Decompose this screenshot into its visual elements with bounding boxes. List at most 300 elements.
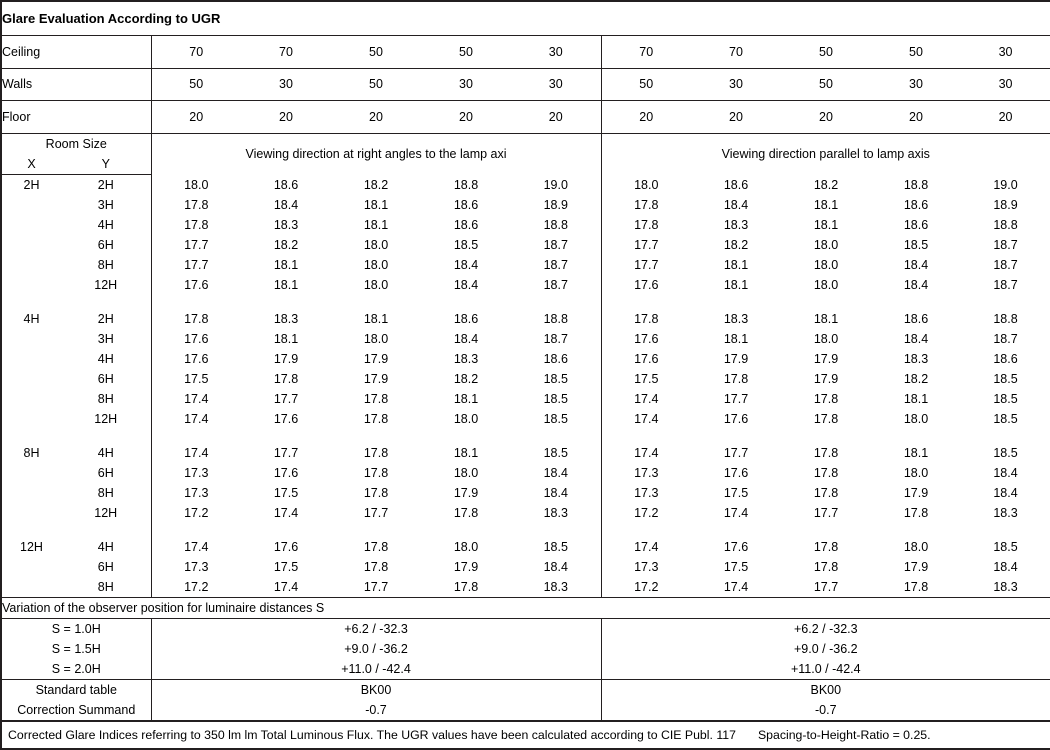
ugr-value: 18.5 (961, 369, 1050, 389)
ugr-value: 17.6 (273, 465, 299, 480)
ugr-value: 17.4 (634, 539, 659, 554)
walls-value: 50 (781, 68, 871, 101)
ugr-value: 18.0 (184, 177, 209, 192)
ugr-value: 18.4 (903, 331, 929, 346)
ugr-value: 18.0 (903, 411, 929, 426)
ugr-value: 18.2 (363, 177, 389, 192)
table-row-floor (1, 101, 1050, 134)
ugr-value: 17.8 (813, 465, 839, 480)
ugr-value: 17.8 (363, 485, 389, 500)
ugr-value: 17.8 (273, 371, 299, 386)
table-row (1, 389, 1050, 409)
ugr-value: 18.6 (903, 217, 929, 232)
ugr-value: 18.1 (813, 311, 839, 326)
ugr-value: 18.7 (511, 275, 601, 295)
ugr-value: 18.4 (723, 197, 749, 212)
ugr-value: 18.9 (961, 195, 1050, 215)
ugr-value: 17.6 (273, 539, 299, 554)
ugr-value: 17.9 (363, 371, 389, 386)
ugr-value: 17.8 (813, 485, 839, 500)
ugr-value: 17.8 (634, 217, 659, 232)
ugr-value: 18.6 (903, 197, 929, 212)
row-y-label: 8H (61, 577, 151, 598)
ugr-value: 17.8 (363, 445, 389, 460)
group-x-label: 12H (1, 537, 61, 557)
ugr-value: 18.6 (961, 349, 1050, 369)
ugr-value: 17.2 (601, 577, 691, 598)
ugr-value: 17.4 (184, 391, 209, 406)
row-y-label: 6H (61, 235, 151, 255)
ugr-value: 18.0 (903, 465, 929, 480)
ugr-value: 17.3 (634, 559, 659, 574)
ugr-value: 17.4 (184, 445, 209, 460)
ugr-value: 18.6 (723, 177, 749, 192)
ugr-value: 17.2 (184, 505, 209, 520)
ugr-value: 17.7 (634, 237, 659, 252)
ugr-value: 18.4 (273, 197, 299, 212)
ugr-value: 18.3 (723, 217, 749, 232)
ugr-value: 17.4 (634, 391, 659, 406)
ugr-value: 18.2 (453, 371, 479, 386)
ugr-value: 17.8 (813, 539, 839, 554)
group-spacer (1, 523, 1050, 537)
ugr-value: 18.1 (723, 277, 749, 292)
ugr-value: 17.8 (184, 197, 209, 212)
floor-value: 20 (601, 101, 691, 134)
ugr-value: 17.3 (634, 485, 659, 500)
ugr-value: 17.4 (184, 539, 209, 554)
variation-header-row (1, 598, 1050, 619)
ugr-value: 17.7 (813, 505, 839, 520)
walls-value: 30 (691, 68, 781, 101)
ugr-value: 17.5 (723, 485, 749, 500)
table-row (1, 195, 1050, 215)
ugr-value: 17.6 (634, 351, 659, 366)
correction-summand-value-parallel: -0.7 (601, 700, 1050, 721)
ugr-value: 18.1 (453, 391, 479, 406)
ugr-value: 18.7 (511, 329, 601, 349)
floor-value: 20 (511, 101, 601, 134)
walls-value: 30 (511, 68, 601, 101)
ugr-value: 17.5 (273, 559, 299, 574)
ugr-value: 18.6 (453, 217, 479, 232)
ugr-value: 18.5 (511, 537, 601, 557)
ugr-value: 18.3 (723, 311, 749, 326)
row-y-label: 4H (61, 537, 151, 557)
ugr-value: 17.9 (813, 371, 839, 386)
group-spacer (1, 429, 1050, 443)
ugr-value: 17.8 (363, 411, 389, 426)
row-y-label: 2H (61, 309, 151, 329)
ugr-value: 18.5 (961, 443, 1050, 463)
row-y-label: 4H (61, 443, 151, 463)
table-row (1, 537, 1050, 557)
ugr-value: 18.4 (453, 331, 479, 346)
ugr-value: 18.5 (453, 237, 479, 252)
ugr-value: 18.1 (453, 445, 479, 460)
ugr-value: 18.6 (903, 311, 929, 326)
room-size-header: Room Size (1, 134, 151, 155)
ugr-value: 18.8 (961, 215, 1050, 235)
table-row (1, 215, 1050, 235)
table-row-walls (1, 68, 1050, 101)
row-y-label: 3H (61, 195, 151, 215)
ugr-value: 17.8 (184, 217, 209, 232)
table-row (1, 369, 1050, 389)
ugr-value: 18.4 (511, 463, 601, 483)
ugr-value: 18.4 (511, 483, 601, 503)
ugr-value: 18.4 (511, 557, 601, 577)
group-spacer (1, 295, 1050, 309)
ugr-value: 17.4 (184, 411, 209, 426)
axis-label-y: Y (61, 154, 151, 175)
page-title: Glare Evaluation According to UGR (1, 1, 1050, 36)
ugr-value: 17.3 (184, 485, 209, 500)
ugr-value: 17.2 (151, 577, 241, 598)
group-x-label: 2H (1, 175, 61, 196)
ugr-value: 18.0 (453, 411, 479, 426)
ugr-value: 18.9 (511, 195, 601, 215)
ugr-value: 18.3 (511, 577, 601, 598)
ugr-value: 18.0 (903, 539, 929, 554)
ugr-value: 17.8 (813, 445, 839, 460)
variation-label: S = 1.5H (1, 639, 151, 659)
row-y-label: 3H (61, 329, 151, 349)
ugr-value: 17.6 (184, 351, 209, 366)
row-y-label: 6H (61, 557, 151, 577)
ugr-value: 17.6 (634, 331, 659, 346)
ugr-value: 18.8 (511, 309, 601, 329)
reflectance-label-walls: Walls (1, 68, 151, 101)
ugr-value: 18.0 (813, 277, 839, 292)
row-y-label: 4H (61, 215, 151, 235)
ugr-value: 17.4 (691, 577, 781, 598)
ugr-value: 18.5 (511, 443, 601, 463)
table-row (1, 503, 1050, 523)
row-y-label: 8H (61, 389, 151, 409)
ugr-value: 18.8 (453, 177, 479, 192)
ugr-value: 17.6 (723, 411, 749, 426)
ugr-value: 18.5 (511, 389, 601, 409)
table-row (1, 557, 1050, 577)
ugr-value: 18.3 (903, 351, 929, 366)
ugr-value: 17.8 (363, 465, 389, 480)
ugr-value: 17.9 (453, 559, 479, 574)
walls-value: 50 (601, 68, 691, 101)
group-x-label: 8H (1, 443, 61, 463)
ugr-value: 17.8 (363, 559, 389, 574)
ugr-value: 17.7 (781, 577, 871, 598)
title-row (1, 1, 1050, 36)
ugr-value: 17.5 (634, 371, 659, 386)
ugr-value: 17.6 (273, 411, 299, 426)
ugr-value: 18.5 (903, 237, 929, 252)
ugr-value: 18.7 (961, 275, 1050, 295)
ugr-value: 18.7 (961, 329, 1050, 349)
ugr-value: 18.4 (961, 557, 1050, 577)
ceiling-value: 50 (421, 36, 511, 69)
ceiling-value: 70 (241, 36, 331, 69)
ugr-value: 17.8 (363, 539, 389, 554)
walls-value: 30 (961, 68, 1050, 101)
variation-value-parallel: +11.0 / -42.4 (601, 659, 1050, 680)
ugr-value: 18.4 (903, 277, 929, 292)
ugr-value: 18.1 (903, 445, 929, 460)
group-header-row (1, 134, 1050, 155)
footer-row (1, 721, 1050, 749)
ugr-value: 18.7 (511, 235, 601, 255)
floor-value: 20 (151, 101, 241, 134)
ugr-value: 19.0 (511, 175, 601, 196)
ugr-value: 17.9 (363, 351, 389, 366)
variation-label: S = 1.0H (1, 619, 151, 640)
ugr-value: 17.7 (184, 237, 209, 252)
reflectance-label-floor: Floor (1, 101, 151, 134)
ugr-value: 18.5 (961, 537, 1050, 557)
ugr-value: 18.0 (813, 237, 839, 252)
ugr-value: 18.6 (453, 197, 479, 212)
ugr-value: 17.6 (723, 465, 749, 480)
ugr-value: 18.1 (903, 391, 929, 406)
ugr-value: 18.2 (813, 177, 839, 192)
ugr-value: 17.8 (813, 559, 839, 574)
ugr-value: 17.9 (903, 559, 929, 574)
floor-value: 20 (691, 101, 781, 134)
standard-table-value-parallel: BK00 (601, 680, 1050, 701)
variation-label: S = 2.0H (1, 659, 151, 680)
table-row (1, 235, 1050, 255)
variation-value-perpendicular: +9.0 / -36.2 (151, 639, 601, 659)
ugr-value: 18.1 (273, 257, 299, 272)
ugr-value: 17.5 (723, 559, 749, 574)
ugr-value: 18.2 (273, 237, 299, 252)
ugr-value: 17.8 (813, 411, 839, 426)
walls-value: 30 (871, 68, 961, 101)
axis-label-x: X (1, 154, 61, 175)
table-row (1, 255, 1050, 275)
ugr-value: 17.6 (184, 331, 209, 346)
ugr-value: 18.4 (903, 257, 929, 272)
ugr-value: 17.7 (723, 445, 749, 460)
ugr-value: 17.8 (723, 371, 749, 386)
group-header-perpendicular: Viewing direction at right angles to the lamp axi (151, 134, 601, 175)
ugr-value: 18.3 (273, 217, 299, 232)
ugr-value: 17.2 (634, 505, 659, 520)
variation-value-parallel: +9.0 / -36.2 (601, 639, 1050, 659)
ugr-value: 17.4 (241, 577, 331, 598)
ugr-value: 18.5 (961, 409, 1050, 429)
ceiling-value: 70 (151, 36, 241, 69)
spacing-to-height-ratio: Spacing-to-Height-Ratio = 0.25. (757, 727, 931, 742)
ugr-value: 18.0 (363, 257, 389, 272)
walls-value: 50 (151, 68, 241, 101)
correction-summand-label: Correction Summand (1, 700, 151, 721)
ugr-value: 18.0 (363, 277, 389, 292)
group-header-parallel: Viewing direction parallel to lamp axis (601, 134, 1050, 175)
ugr-value: 18.8 (903, 177, 929, 192)
ugr-value: 19.0 (961, 175, 1050, 196)
floor-value: 20 (781, 101, 871, 134)
ugr-value: 18.0 (453, 539, 479, 554)
ceiling-value: 30 (961, 36, 1050, 69)
ugr-value: 18.1 (723, 257, 749, 272)
ugr-value: 18.3 (453, 351, 479, 366)
ceiling-value: 70 (691, 36, 781, 69)
table-row (1, 349, 1050, 369)
ugr-value: 18.7 (511, 255, 601, 275)
walls-value: 50 (331, 68, 421, 101)
ugr-value: 17.7 (363, 505, 389, 520)
ugr-value: 18.6 (453, 311, 479, 326)
ugr-value: 17.8 (453, 505, 479, 520)
ugr-value: 18.1 (273, 331, 299, 346)
ugr-value: 17.8 (421, 577, 511, 598)
row-y-label: 8H (61, 483, 151, 503)
ugr-value: 18.5 (511, 409, 601, 429)
table-row (1, 409, 1050, 429)
ugr-value: 17.4 (634, 411, 659, 426)
ugr-value: 18.1 (813, 217, 839, 232)
ugr-value: 18.7 (961, 235, 1050, 255)
row-y-label: 8H (61, 255, 151, 275)
ugr-value: 18.3 (961, 577, 1050, 598)
variation-row (1, 639, 1050, 659)
variation-row (1, 619, 1050, 640)
ugr-value: 18.1 (723, 331, 749, 346)
ugr-value: 17.9 (273, 351, 299, 366)
ceiling-value: 50 (781, 36, 871, 69)
ugr-value: 18.1 (363, 311, 389, 326)
row-y-label: 6H (61, 369, 151, 389)
ugr-value: 18.4 (453, 257, 479, 272)
ceiling-value: 30 (511, 36, 601, 69)
ugr-value: 17.9 (723, 351, 749, 366)
table-row (1, 275, 1050, 295)
floor-value: 20 (421, 101, 511, 134)
standard-table-row (1, 680, 1050, 701)
footer-note-text: Corrected Glare Indices referring to 350 lm lm Total Luminous Flux. The UGR values have been calculated according to CIE Publ. 117 (8, 727, 736, 742)
table-row (1, 463, 1050, 483)
table-row (1, 577, 1050, 598)
variation-value-perpendicular: +11.0 / -42.4 (151, 659, 601, 680)
reflectance-label-ceiling: Ceiling (1, 36, 151, 69)
row-y-label: 12H (61, 409, 151, 429)
correction-summand-row (1, 700, 1050, 721)
ugr-value: 18.3 (273, 311, 299, 326)
ugr-value: 17.8 (871, 577, 961, 598)
ugr-value: 17.3 (634, 465, 659, 480)
variation-row (1, 659, 1050, 680)
standard-table-label: Standard table (1, 680, 151, 701)
walls-value: 30 (421, 68, 511, 101)
ugr-value: 17.7 (273, 391, 299, 406)
ugr-value: 18.0 (363, 331, 389, 346)
ugr-value: 18.4 (961, 463, 1050, 483)
ugr-value: 18.1 (273, 277, 299, 292)
ugr-value: 18.0 (453, 465, 479, 480)
ugr-value: 17.5 (184, 371, 209, 386)
table-row (1, 483, 1050, 503)
ugr-value: 17.7 (634, 257, 659, 272)
standard-table-value-perpendicular: BK00 (151, 680, 601, 701)
variation-header: Variation of the observer position for luminaire distances S (1, 598, 1050, 619)
ugr-value: 17.7 (723, 391, 749, 406)
ugr-value: 17.9 (813, 351, 839, 366)
floor-value: 20 (961, 101, 1050, 134)
ugr-value: 18.6 (511, 349, 601, 369)
ugr-value: 18.8 (961, 309, 1050, 329)
ugr-value: 17.3 (184, 465, 209, 480)
correction-summand-value-perpendicular: -0.7 (151, 700, 601, 721)
ugr-value: 18.6 (273, 177, 299, 192)
ugr-value: 17.8 (634, 197, 659, 212)
row-y-label: 2H (61, 175, 151, 196)
ugr-value: 17.7 (273, 445, 299, 460)
ugr-value: 18.2 (903, 371, 929, 386)
variation-value-perpendicular: +6.2 / -32.3 (151, 619, 601, 640)
ugr-value: 17.8 (634, 311, 659, 326)
table-row-ceiling (1, 36, 1050, 69)
row-y-label: 12H (61, 503, 151, 523)
floor-value: 20 (331, 101, 421, 134)
row-y-label: 12H (61, 275, 151, 295)
table-row (1, 329, 1050, 349)
ugr-value: 17.4 (634, 445, 659, 460)
ugr-value: 18.7 (961, 255, 1050, 275)
ugr-value: 17.9 (903, 485, 929, 500)
floor-value: 20 (241, 101, 331, 134)
ugr-value: 18.0 (813, 331, 839, 346)
table-row (1, 175, 1050, 196)
ugr-value: 17.4 (273, 505, 299, 520)
row-y-label: 6H (61, 463, 151, 483)
ceiling-value: 50 (331, 36, 421, 69)
ugr-value: 18.4 (453, 277, 479, 292)
ugr-value: 17.3 (184, 559, 209, 574)
ugr-value: 17.6 (634, 277, 659, 292)
walls-value: 30 (241, 68, 331, 101)
ugr-value: 17.9 (453, 485, 479, 500)
ceiling-value: 70 (601, 36, 691, 69)
ugr-value: 17.6 (723, 539, 749, 554)
ceiling-value: 50 (871, 36, 961, 69)
ugr-value: 18.3 (511, 503, 601, 523)
ugr-value: 18.0 (363, 237, 389, 252)
table-row (1, 309, 1050, 329)
ugr-value: 17.7 (331, 577, 421, 598)
table-row (1, 443, 1050, 463)
ugr-value: 17.6 (184, 277, 209, 292)
ugr-value: 17.8 (903, 505, 929, 520)
ugr-value: 17.4 (723, 505, 749, 520)
variation-value-parallel: +6.2 / -32.3 (601, 619, 1050, 640)
group-x-label: 4H (1, 309, 61, 329)
ugr-value: 18.2 (723, 237, 749, 252)
footer-note (2, 725, 1050, 745)
ugr-value: 18.8 (511, 215, 601, 235)
floor-value: 20 (871, 101, 961, 134)
ugr-value: 18.1 (813, 197, 839, 212)
ugr-value: 18.1 (363, 217, 389, 232)
ugr-value: 18.5 (961, 389, 1050, 409)
ugr-value: 18.4 (961, 483, 1050, 503)
ugr-value: 18.0 (813, 257, 839, 272)
ugr-value: 17.8 (184, 311, 209, 326)
ugr-value: 17.8 (813, 391, 839, 406)
ugr-value: 18.1 (363, 197, 389, 212)
ugr-value: 18.3 (961, 503, 1050, 523)
ugr-value: 18.5 (511, 369, 601, 389)
